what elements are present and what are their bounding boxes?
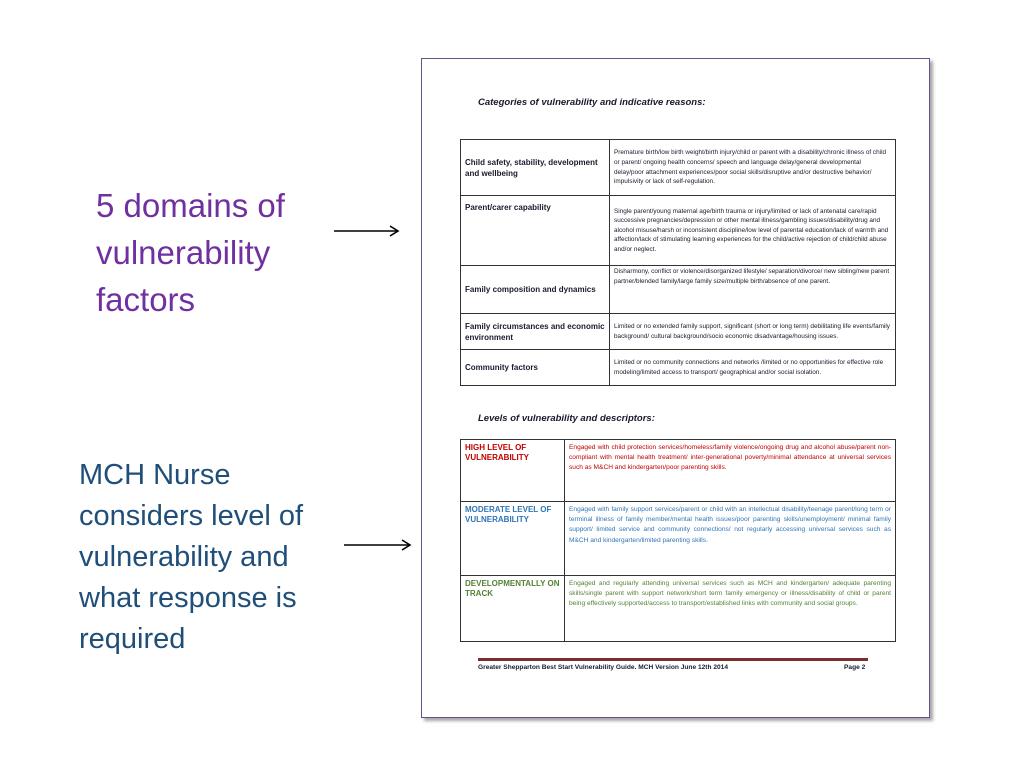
mch-nurse-line: vulnerability and <box>79 541 289 573</box>
category-reasons: Single parent/young maternal age/birth trauma or injury/limited or lack of antenatal care/rapid successive pregnancies/depression or other mental illness/gambling issues/disability/drug and alcohol misuse/harsh or inconsistent discipline/low level of parental education/lack of warmth and affection/lack of stimulating learning experiences for the child/active rejection of child/child abuse and/or neglect. <box>610 196 896 266</box>
level-name: DEVELOPMENTALLY ON TRACK <box>461 576 565 642</box>
mch-nurse-line: MCH Nurse <box>79 459 231 491</box>
arrow-right-icon <box>334 224 400 238</box>
categories-table <box>460 139 896 386</box>
footer-divider <box>478 658 868 661</box>
mch-nurse-line: what response is <box>79 582 297 614</box>
mch-nurse-line: considers level of <box>79 500 304 532</box>
category-reasons: Limited or no extended family support, significant (short or long term) debilitating life events/family background/ cultural background/socio economic disadvantage/housing issues. <box>610 314 896 350</box>
mch-nurse-line: required <box>79 623 186 655</box>
domains-heading-line: factors <box>96 281 196 318</box>
page-number: Page 2 <box>844 664 866 671</box>
table-row <box>461 314 896 350</box>
table-row <box>461 576 896 642</box>
arrow-right-icon <box>344 538 412 552</box>
table-row <box>461 140 896 196</box>
levels-table <box>460 439 896 642</box>
domains-heading <box>96 182 336 323</box>
categories-title: Categories of vulnerability and indicative reasons: <box>478 97 706 108</box>
table-row <box>461 350 896 386</box>
level-name: MODERATE LEVEL OF VULNERABILITY <box>461 502 565 576</box>
category-reasons: Disharmony, conflict or violence/disorganized lifestyle/ separation/divorce/ new sibling/new parent partner/blended family/large family size/multiple birth/absence of one parent. <box>610 266 896 314</box>
category-name: Community factors <box>461 350 610 386</box>
level-descriptor: Engaged with child protection services/homeless/family violence/ongoing drug and alcohol abuse/parent non-compliant with mental health treatment/ inter-generational poverty/minimal attendance at universal services such as M&CH and kindergarten/poor parenting skills. <box>565 440 896 502</box>
table-row <box>461 440 896 502</box>
category-name: Family composition and dynamics <box>461 266 610 314</box>
table-row <box>461 502 896 576</box>
category-reasons: Limited or no community connections and networks /limited or no opportunities for effective role modeling/limited access to transport/ geographical and/or social isolation. <box>610 350 896 386</box>
document-page <box>421 58 930 718</box>
domains-heading-line: 5 domains of <box>96 187 285 224</box>
level-descriptor: Engaged with family support services/parent or child with an intellectual disability/teenage parent/long term or terminal illness of family member/mental health issues/poor parenting skills/unemployment/ minimal family support/ limited service and community connections/ not regularly accessing universal services such as M&CH and kindergarten/limited parenting skills. <box>565 502 896 576</box>
mch-nurse-text <box>79 455 349 660</box>
category-name: Child safety, stability, development and wellbeing <box>461 140 610 196</box>
table-row <box>461 196 896 266</box>
level-name: HIGH LEVEL OF VULNERABILITY <box>461 440 565 502</box>
levels-title: Levels of vulnerability and descriptors: <box>478 413 655 424</box>
category-reasons: Premature birth/low birth weight/birth injury/child or parent with a disability/chronic illness of child or parent/ ongoing health concerns/ speech and language delay/general developmental delay/poor attachment experiences/poor social skills/disruptive and/or destructive behavior/ impulsivity or lack of self-regulation. <box>610 140 896 196</box>
category-name: Parent/carer capability <box>461 196 610 266</box>
table-row <box>461 266 896 314</box>
document-footer: Greater Shepparton Best Start Vulnerability Guide. MCH Version June 12th 2014 <box>478 664 729 671</box>
level-descriptor: Engaged and regularly attending universal services such as MCH and kindergarten/ adequate parenting skills/single parent with support network/short term family emergency or illness/disability of child or parent being effectively supported/access to transport/established links with community and social groups. <box>565 576 896 642</box>
domains-heading-line: vulnerability <box>96 234 271 271</box>
category-name: Family circumstances and economic environment <box>461 314 610 350</box>
